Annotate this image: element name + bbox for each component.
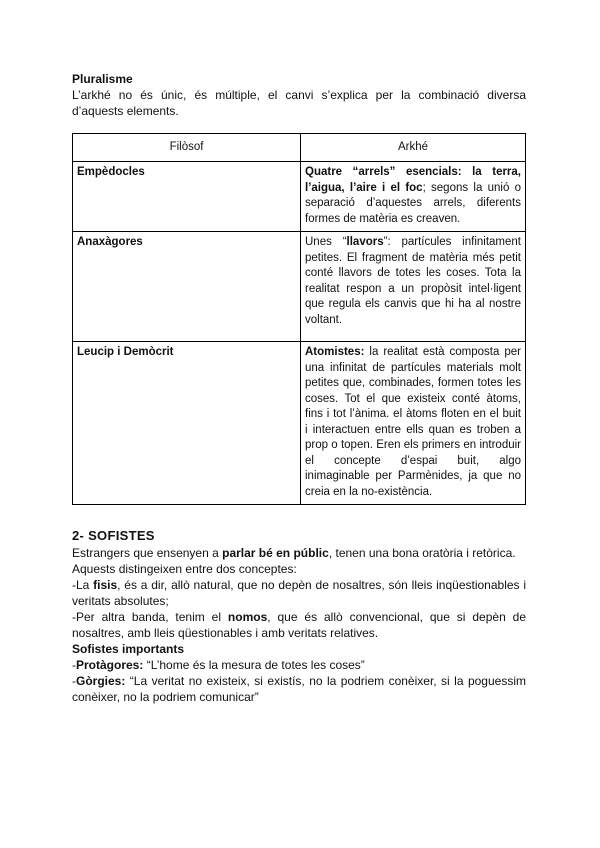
gorgies-line-1 (72, 673, 526, 689)
arkhe-description (301, 162, 526, 232)
intro-text-end: , tenen una bona oratòria i retòrica. (328, 546, 516, 560)
fisis-line-1 (72, 577, 526, 593)
philosophers-table (72, 133, 526, 505)
sofistes-intro (72, 545, 516, 561)
header-arkhe: Arkhé (301, 134, 526, 162)
protagores-line (72, 657, 365, 673)
arkhe-text: ”: partícules infinitament petites. El fragment de matèria més petit conté llavors de totes les coses. Tota la realitat respon a un propòsit intel·ligent que regula els canvis que hi ha al nostre voltant. (305, 236, 521, 326)
arkhe-description (301, 342, 526, 505)
fisis-line-2: veritats absolutes; (72, 594, 169, 608)
intro-text: Estrangers que ensenyen a (72, 546, 223, 560)
list-dash: - (72, 658, 76, 672)
table-row (73, 232, 526, 342)
protagores-name: Protàgores: (76, 658, 144, 672)
fisis-prefix: -La (72, 578, 94, 592)
fisis-term: fisis (93, 578, 118, 592)
pluralisme-title: Pluralisme (72, 72, 133, 86)
gorgies-line-2: conèixer, no la podriem comunicar” (72, 690, 259, 704)
arkhe-highlight: llavors (346, 236, 384, 248)
header-philosopher: Filòsof (73, 134, 301, 162)
protagores-quote: “L’home és la mesura de totes les coses” (143, 658, 365, 672)
arkhe-text: la realitat està composta per una infinitat de partícules materials molt petites que, combinades, formen totes les coses. Tot el que existeix conté àtoms, fins i tot l’ànima. el àtoms floten en el buit i interactuen entre ells quan es troben a prop o topen. Eren els primers en introduir el concepte d’espai buit, algo inimaginable per Parmènides, ja que no creia en la no-existència. (305, 346, 521, 498)
philosopher-name: Anaxàgores (73, 232, 301, 342)
arkhe-highlight: Quatre “arrels” esencials: la terra, l’aigua, l’aire i el foc (305, 166, 521, 194)
table-row (73, 342, 526, 505)
pluralisme-line-2: d’aquests elements. (72, 104, 179, 118)
arkhe-text: ; segons la unió o separació d’aquestes arrels, diferents formes de matèria es creaven. (305, 181, 521, 225)
fisis-text: , és a dir, allò natural, que no depèn de nosaltres, són lleis inqüestionables i (117, 578, 526, 592)
arkhe-highlight: Atomistes: (305, 346, 365, 358)
philosopher-name: Empèdocles (73, 162, 301, 232)
nomos-text: , que és allò convencional, que si depèn de (267, 610, 526, 624)
philosopher-name: Leucip i Demòcrit (73, 342, 301, 505)
arkhe-prefix: Unes “ (305, 236, 347, 248)
section-heading-sofistes: 2- SOFISTES (72, 528, 155, 543)
table-header-row (73, 134, 526, 162)
intro-highlight: parlar bé en públic (222, 546, 329, 560)
pluralisme-line-1: L’arkhé no és únic, és múltiple, el canvi s’explica per la combinació diversa (72, 88, 526, 102)
nomos-term: nomos (227, 610, 268, 624)
sofistes-concepts-intro: Aquests distingeixen entre dos conceptes: (72, 562, 297, 576)
arkhe-description (301, 232, 526, 342)
list-dash: - (72, 674, 76, 688)
nomos-line-1 (72, 609, 526, 625)
gorgies-name: Gòrgies: (76, 674, 126, 688)
nomos-prefix: -Per altra banda, tenim el (72, 610, 228, 624)
nomos-line-2: nosaltres, amb lleis qüestionables i amb veritats relatives. (72, 626, 379, 640)
table-row (73, 162, 526, 232)
important-sofistes-title: Sofistes importants (72, 642, 185, 656)
gorgies-quote: “La veritat no existeix, si existís, no la podriem conèixer, si la poguessim (125, 674, 526, 688)
